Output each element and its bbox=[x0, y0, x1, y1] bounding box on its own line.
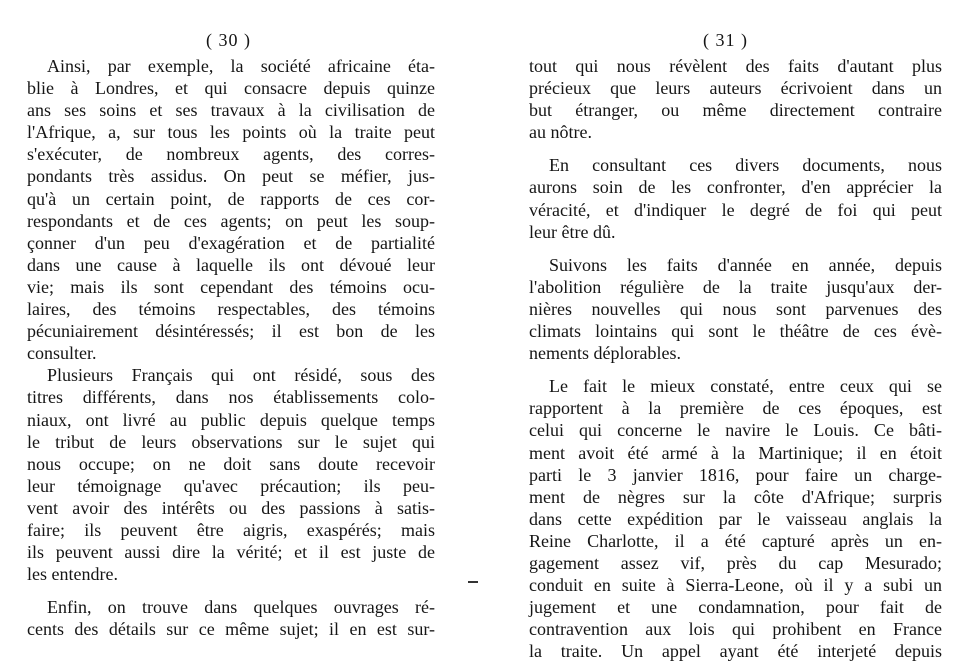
text-line: laires, des témoins respectables, des témoins bbox=[27, 299, 435, 320]
text-line: dans cette expédition par le vaisseau anglais la bbox=[529, 508, 942, 529]
page-number: ( 30 ) bbox=[206, 30, 251, 50]
text-column bbox=[529, 55, 942, 662]
text-line: précieux que leurs auteurs écrivoient dans un bbox=[529, 78, 942, 99]
text-line: vent avoir des intérêts ou des passions à satis- bbox=[27, 497, 435, 518]
text-line: conduit en suite à Sierra-Leone, où il y a subi un bbox=[529, 575, 942, 596]
text-line: Enfin, on trouve dans quelques ouvrages ré- bbox=[47, 597, 435, 618]
text-line: pondants très assidus. On peut se méfier, jus- bbox=[27, 166, 435, 187]
text-line: Ainsi, par exemple, la société africaine éta- bbox=[47, 56, 435, 76]
text-line: niaux, ont livré au public depuis quelque temps bbox=[27, 409, 435, 430]
text-line: ment avoit été armé à la Martinique; il en étoit bbox=[529, 442, 942, 463]
text-line: l'Afrique, a, sur tous les points où la traite peut bbox=[27, 122, 435, 143]
text-line: les entendre. bbox=[27, 564, 118, 585]
text-line: pécuniairement désintéressés; il est bon de les bbox=[27, 321, 435, 342]
text-line: le tribut de leurs observations sur le sujet qui bbox=[27, 431, 435, 452]
text-line: l'abolition régulière de la traite jusqu'aux der- bbox=[529, 276, 942, 297]
text-line: au nôtre. bbox=[529, 122, 592, 143]
text-line: but étranger, ou même directement contraire bbox=[529, 100, 942, 121]
paragraph-gap bbox=[529, 364, 942, 375]
text-line: faire; ils peuvent être aigris, exaspérés; mais bbox=[27, 519, 435, 540]
text-line: nements déplorables. bbox=[529, 343, 681, 364]
text-line: ment de nègres sur la côte d'Afrique; surpris bbox=[529, 486, 942, 507]
text-line: gagement assez vif, près du cap Mesurado; bbox=[529, 552, 942, 573]
text-line: respondants et de ces agents; on peut les soup- bbox=[27, 210, 435, 231]
text-line: blie à Londres, et qui consacre depuis quinze bbox=[27, 78, 435, 99]
text-line: Suivons les faits d'année en année, depuis bbox=[549, 254, 942, 275]
text-line: climats lointains qui sont le théâtre de ces évè- bbox=[529, 321, 942, 342]
text-line: véracité, et d'indiquer le degré de foi qui peut bbox=[529, 199, 942, 220]
text-line: Plusieurs Français qui ont résidé, sous des bbox=[47, 365, 435, 386]
paragraph-gap bbox=[529, 243, 942, 254]
text-line: rapportent à la première de ces époques, est bbox=[529, 398, 942, 419]
text-line: aurons soin de les confronter, d'en apprécier la bbox=[529, 177, 942, 198]
text-line: qu'à un certain point, de rapports de ces cor- bbox=[27, 188, 435, 209]
text-line: çonner d'un peu d'exagération et de partialité bbox=[27, 232, 435, 253]
text-line: tout qui nous révèlent des faits d'autant plus bbox=[529, 56, 942, 76]
text-line: Reine Charlotte, il a été capturé après un en- bbox=[529, 530, 942, 551]
text-line: consulter. bbox=[27, 343, 97, 364]
text-line: celui qui concerne le navire le Louis. Ce bâti- bbox=[529, 420, 942, 441]
paragraph-gap bbox=[529, 143, 942, 154]
text-line: dans une cause à laquelle ils ont dévoué leur bbox=[27, 254, 435, 275]
text-line: En consultant ces divers documents, nous bbox=[549, 155, 942, 176]
text-line: leur témoignage qu'avec précaution; ils peu- bbox=[27, 475, 435, 496]
text-line: la traite. Un appel ayant été interjeté depuis bbox=[529, 641, 942, 662]
text-line: ils peuvent aussi dire la vérité; et il est juste de bbox=[27, 542, 435, 563]
text-line: cents des détails sur ce même sujet; il en est sur- bbox=[27, 619, 435, 640]
text-line: vie; mais ils sont cependant des témoins ocu- bbox=[27, 276, 435, 297]
divider-mark bbox=[468, 581, 478, 583]
text-line: nières nouvelles qui nous sont parvenues des bbox=[529, 298, 942, 319]
text-line: titres différents, dans nos établissements colo- bbox=[27, 387, 435, 408]
text-line: parti le 3 janvier 1816, pour faire un charge- bbox=[529, 464, 942, 485]
text-line: contravention aux lois qui prohibent en France bbox=[529, 619, 942, 640]
text-line: s'exécuter, de nombreux agents, des corres- bbox=[27, 144, 435, 165]
page-number: ( 31 ) bbox=[703, 30, 748, 50]
text-line: leur être dû. bbox=[529, 221, 616, 242]
paragraph-gap bbox=[27, 585, 435, 596]
text-column bbox=[27, 55, 435, 640]
text-line: jugement et une condamnation, pour fait de bbox=[529, 597, 942, 618]
text-line: Le fait le mieux constaté, entre ceux qui se bbox=[549, 376, 942, 397]
text-line: ans ses soins et ses travaux à la civilisation de bbox=[27, 100, 435, 121]
text-line: nous occupe; on ne doit sans doute recevoir bbox=[27, 453, 435, 474]
